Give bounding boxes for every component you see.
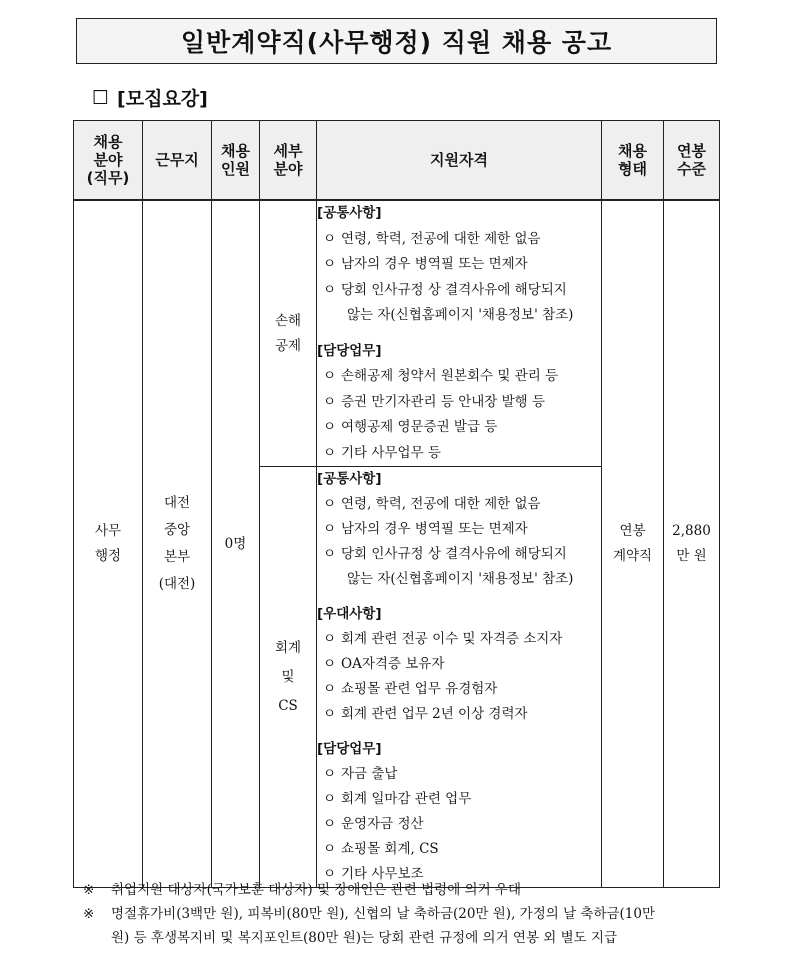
- page-title: 일반계약직(사무행정) 직원 채용 공고: [180, 28, 613, 57]
- header-quals: 지원자격: [317, 121, 602, 201]
- cell-field: [74, 200, 143, 888]
- footnote: [83, 902, 723, 926]
- bullet-icon: ㅇ: [323, 706, 337, 722]
- item-text: 운영자금 정산: [341, 816, 424, 832]
- list-item-continuation: 않는 자(신협홈페이지 '채용정보' 참조): [347, 571, 574, 587]
- cell-text: 행정: [94, 548, 122, 564]
- header-field-line: 분야: [93, 151, 123, 169]
- header-row: [74, 121, 720, 201]
- header-field: [74, 121, 143, 201]
- bullet-icon: ㅇ: [323, 766, 337, 782]
- table-row: [74, 200, 720, 467]
- section-header: [92, 84, 208, 111]
- cell-text: 손해: [274, 312, 302, 329]
- header-subfield: [260, 121, 317, 201]
- bullet-icon: ㅇ: [323, 681, 337, 697]
- list-item: [317, 364, 601, 390]
- item-text: 남자의 경우 병역필 또는 면제자: [341, 521, 528, 537]
- cell-salary: [664, 200, 720, 888]
- header-field-line: (직무): [86, 169, 130, 187]
- bullet-icon: ㅇ: [323, 546, 337, 562]
- bullet-icon: ㅇ: [323, 791, 337, 807]
- list-item: [317, 762, 601, 787]
- cell-text: 공제: [274, 337, 302, 354]
- list-item: [317, 390, 601, 416]
- bullet-icon: ㅇ: [323, 841, 337, 857]
- item-text: 손해공제 청약서 원본회수 및 관리 등: [341, 368, 559, 384]
- cell-text: 만 원: [676, 548, 707, 564]
- footnote: [83, 878, 723, 902]
- header-type-line: 형태: [618, 160, 647, 178]
- list-item: [317, 812, 601, 837]
- cell-text: 2,880: [672, 523, 711, 539]
- list-item: [317, 542, 601, 567]
- group-title: [공통사항]: [317, 205, 382, 221]
- reference-mark-icon: ※: [83, 882, 95, 898]
- cell-location: [143, 200, 212, 888]
- bullet-icon: ㅇ: [323, 393, 337, 410]
- bullet-icon: ㅇ: [323, 521, 337, 537]
- checkbox-icon: ☐: [92, 86, 110, 109]
- item-text: 증권 만기자관리 등 안내장 발행 등: [341, 393, 546, 410]
- list-item: [317, 787, 601, 812]
- footnote-text: 취업지원 대상자(국가보훈 대상자) 및 장애인은 관련 법령에 의거 우대: [111, 882, 522, 898]
- header-headcount-line: 인원: [221, 160, 250, 178]
- reference-mark-icon: ※: [83, 906, 95, 922]
- group-title: [담당업무]: [317, 741, 382, 757]
- cell-text: 계약직: [612, 548, 653, 564]
- title-banner: [76, 18, 717, 64]
- list-item: [317, 492, 601, 517]
- bullet-icon: ㅇ: [323, 230, 337, 247]
- list-item: [317, 837, 601, 862]
- list-item: [317, 227, 601, 253]
- bullet-icon: ㅇ: [323, 419, 337, 435]
- item-text: 당회 인사규정 상 결격사유에 해당되지: [341, 546, 567, 562]
- header-salary-line: 연봉: [677, 142, 706, 160]
- recruitment-table: [73, 120, 720, 888]
- footnote-text: 명절휴가비(3백만 원), 피복비(80만 원), 신협의 날 축하금(20만 원), 가정의 날 축하금(10만: [111, 906, 656, 922]
- header-subfield-line: 분야: [273, 160, 303, 178]
- bullet-icon: ㅇ: [323, 496, 337, 512]
- group-title: [공통사항]: [317, 471, 382, 487]
- cell-text: 대전: [163, 495, 191, 511]
- item-text: 쇼핑몰 관련 업무 유경험자: [341, 681, 498, 697]
- header-location: 근무지: [143, 121, 212, 201]
- item-text: 남자의 경우 병역필 또는 면제자: [341, 256, 528, 272]
- header-subfield-line: 세부: [273, 142, 303, 160]
- bullet-icon: ㅇ: [323, 444, 337, 461]
- header-type-line: 채용: [618, 142, 647, 160]
- footnote-continuation: 원) 등 후생복지비 및 복지포인트(80만 원)는 당회 관련 규정에 의거 연봉 외 별도 지급: [111, 930, 618, 946]
- header-headcount: [212, 121, 260, 201]
- cell-text: 및: [281, 668, 295, 685]
- bullet-icon: ㅇ: [323, 656, 337, 672]
- cell-text: 중앙: [163, 522, 191, 538]
- bullet-icon: ㅇ: [323, 816, 337, 832]
- list-item: [317, 517, 601, 542]
- quals-cell-1: [317, 200, 602, 467]
- header-salary-line: 수준: [677, 160, 706, 178]
- group-title: [담당업무]: [317, 342, 382, 359]
- item-text: 연령, 학력, 전공에 대한 제한 없음: [341, 230, 541, 247]
- item-text: 회계 일마감 관련 업무: [341, 791, 472, 807]
- cell-type: [602, 200, 664, 888]
- cell-text: 회계: [274, 639, 302, 656]
- bullet-icon: ㅇ: [323, 368, 337, 384]
- group-title: [우대사항]: [317, 606, 382, 622]
- list-item: [317, 415, 601, 441]
- list-item: [317, 627, 601, 652]
- cell-headcount: 0명: [212, 200, 260, 888]
- quals-cell-2: [317, 467, 602, 888]
- header-salary: [664, 121, 720, 201]
- header-headcount-line: 채용: [221, 142, 250, 160]
- bullet-icon: ㅇ: [323, 256, 337, 272]
- item-text: 기타 사무업무 등: [341, 444, 441, 461]
- item-text: 쇼핑몰 회계, CS: [341, 841, 439, 857]
- list-item: [317, 652, 601, 677]
- item-text: 회계 관련 전공 이수 및 자격증 소지자: [341, 631, 563, 647]
- list-item: [317, 702, 601, 727]
- cell-text: 사무: [94, 523, 122, 539]
- cell-subfield-2: [260, 467, 317, 888]
- item-text: OA자격증 보유자: [341, 656, 445, 672]
- cell-subfield-1: [260, 200, 317, 467]
- bullet-icon: ㅇ: [323, 281, 337, 298]
- bullet-icon: ㅇ: [323, 631, 337, 647]
- list-item: [317, 252, 601, 278]
- item-text: 회계 관련 업무 2년 이상 경력자: [341, 706, 528, 722]
- cell-text: (대전): [158, 576, 196, 592]
- item-text: 여행공제 영문증권 발급 등: [341, 419, 498, 435]
- footnotes: [83, 878, 723, 950]
- item-text: 자금 출납: [341, 766, 398, 782]
- item-text: 기타 사무보조: [341, 866, 424, 882]
- section-label: [모집요강]: [117, 88, 208, 110]
- list-item: [317, 278, 601, 304]
- cell-text: 본부: [163, 549, 191, 565]
- cell-text: CS: [278, 697, 298, 714]
- bullet-icon: ㅇ: [323, 866, 337, 882]
- item-text: 연령, 학력, 전공에 대한 제한 없음: [341, 496, 541, 512]
- item-text: 당회 인사규정 상 결격사유에 해당되지: [341, 281, 567, 298]
- list-item-continuation: 않는 자(신협홈페이지 '채용정보' 참조): [347, 307, 574, 323]
- list-item: [317, 677, 601, 702]
- header-type: [602, 121, 664, 201]
- list-item: [317, 441, 601, 467]
- cell-text: 연봉: [619, 523, 646, 539]
- header-field-line: 채용: [93, 133, 123, 151]
